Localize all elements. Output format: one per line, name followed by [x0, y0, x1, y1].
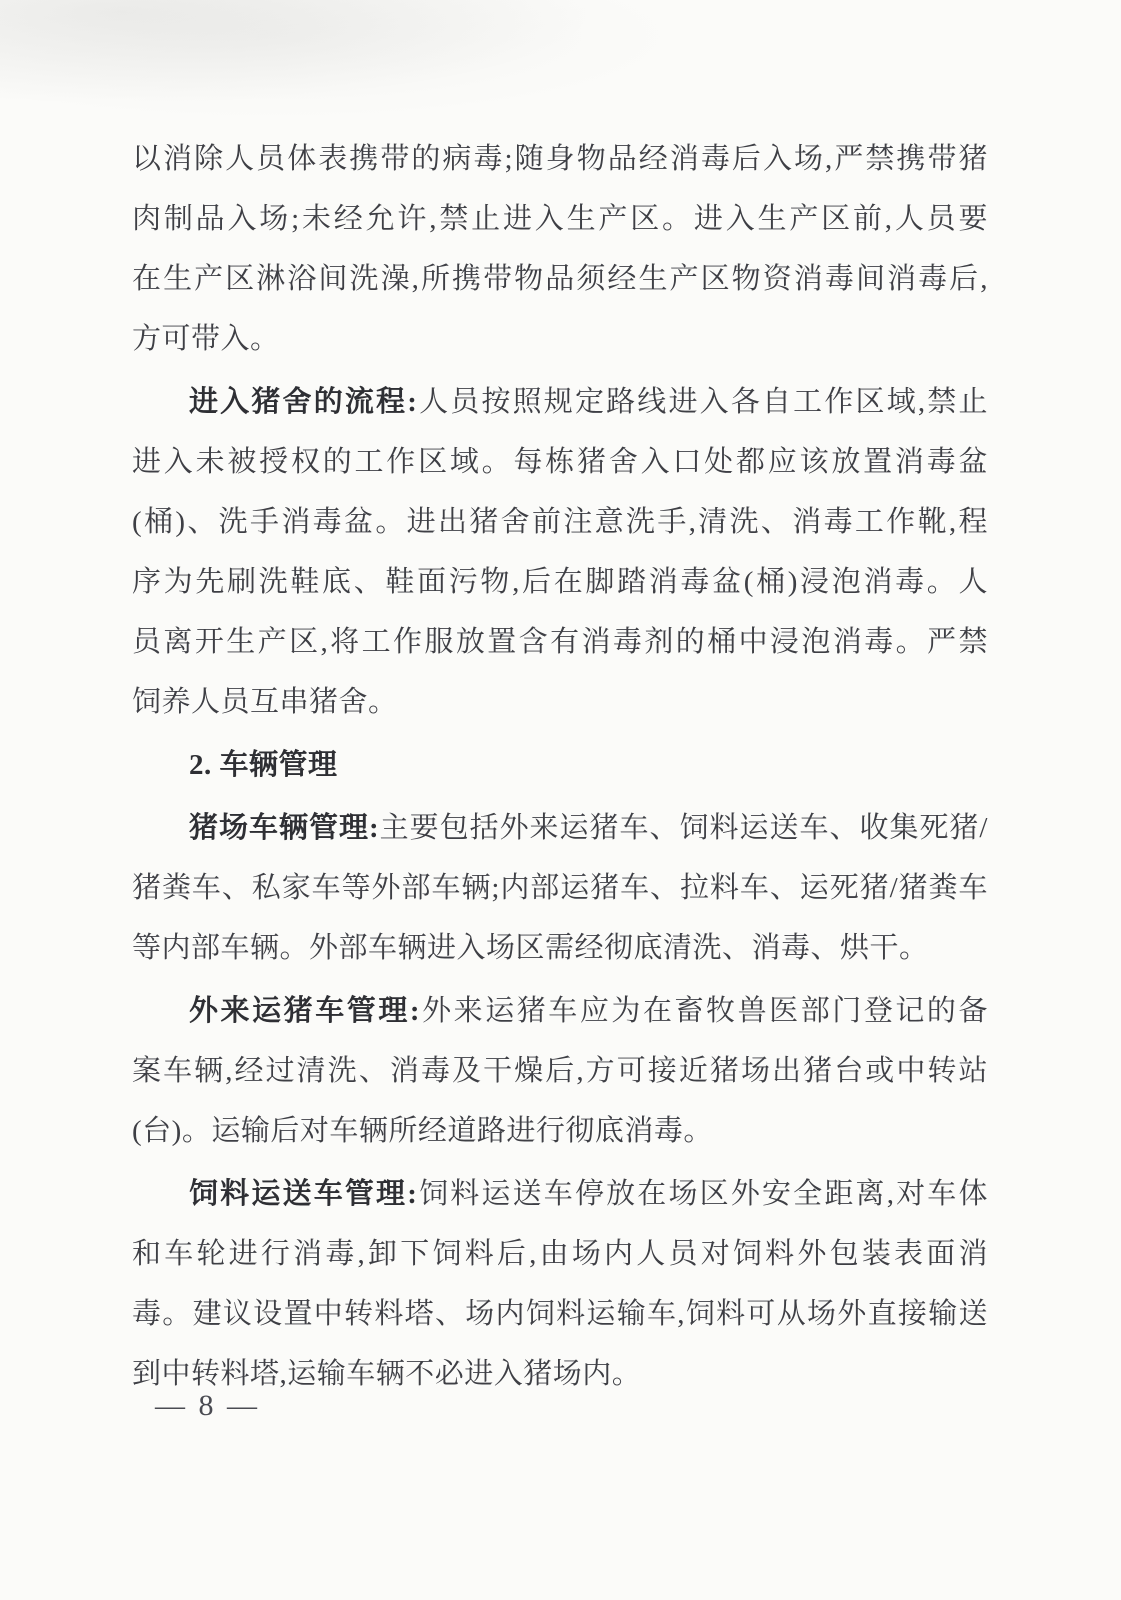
- bold-lead-label: 进入猪舍的流程:: [189, 386, 418, 418]
- paragraph-feed-truck-management: [132, 1164, 988, 1404]
- body-line: 序为先刷洗鞋底、鞋面污物,后在脚踏消毒盆(桶)浸泡消毒。人: [132, 566, 988, 598]
- bold-lead-label: 外来运猪车管理:: [189, 995, 421, 1027]
- scan-noise-texture: [0, 0, 680, 120]
- paragraph-personnel-disinfection: [132, 129, 988, 369]
- body-line: [132, 981, 988, 1041]
- heading-line: 2. 车辆管理: [189, 749, 338, 781]
- page-body: [132, 129, 988, 1407]
- body-line: 在生产区淋浴间洗澡,所携带物品须经生产区物资消毒间消毒后,: [132, 263, 988, 295]
- body-line: (桶)、洗手消毒盆。进出猪舍前注意洗手,清洗、消毒工作靴,程: [132, 506, 988, 538]
- body-line: 进入未被授权的工作区域。每栋猪舍入口处都应该放置消毒盆: [132, 446, 988, 478]
- body-text: 人员按照规定路线进入各自工作区域,禁止: [417, 386, 988, 418]
- body-text: 外来运猪车应为在畜牧兽医部门登记的备: [420, 995, 988, 1027]
- body-line: [132, 1164, 988, 1224]
- body-line: [132, 372, 988, 432]
- body-line: 员离开生产区,将工作服放置含有消毒剂的桶中浸泡消毒。严禁: [132, 626, 988, 658]
- paragraph-farm-vehicle-management: [132, 798, 988, 978]
- bold-lead-label: 饲料运送车管理:: [189, 1178, 418, 1210]
- body-line: (台)。运输后对车辆所经道路进行彻底消毒。: [132, 1115, 713, 1147]
- body-line: 等内部车辆。外部车辆进入场区需经彻底清洗、消毒、烘干。: [132, 932, 929, 964]
- bold-lead-label: 猪场车辆管理:: [189, 812, 380, 844]
- body-line: 肉制品入场;未经允许,禁止进入生产区。进入生产区前,人员要: [132, 203, 988, 235]
- section-heading-vehicle-management: [132, 735, 988, 795]
- body-line: 方可带入。: [132, 323, 280, 355]
- body-text: 饲料运送车停放在场区外安全距离,对车体: [417, 1178, 988, 1210]
- body-line: 毒。建议设置中转料塔、场内饲料运输车,饲料可从场外直接输送: [132, 1298, 988, 1330]
- page-number: — 8 —: [155, 1389, 260, 1422]
- body-line: 到中转料塔,运输车辆不必进入猪场内。: [132, 1358, 642, 1390]
- body-text: 主要包括外来运猪车、饲料运送车、收集死猪/: [379, 812, 988, 844]
- body-line: [132, 798, 988, 858]
- body-line: 饲养人员互串猪舍。: [132, 686, 398, 718]
- body-line: 猪粪车、私家车等外部车辆;内部运猪车、拉料车、运死猪/猪粪车: [132, 872, 988, 904]
- paragraph-pigsty-entry-process: [132, 372, 988, 732]
- body-line: 和车轮进行消毒,卸下饲料后,由场内人员对饲料外包装表面消: [132, 1238, 988, 1270]
- body-line: 案车辆,经过清洗、消毒及干燥后,方可接近猪场出猪台或中转站: [132, 1055, 988, 1087]
- paragraph-external-pig-truck-management: [132, 981, 988, 1161]
- body-line: 以消除人员体表携带的病毒;随身物品经消毒后入场,严禁携带猪: [132, 143, 988, 175]
